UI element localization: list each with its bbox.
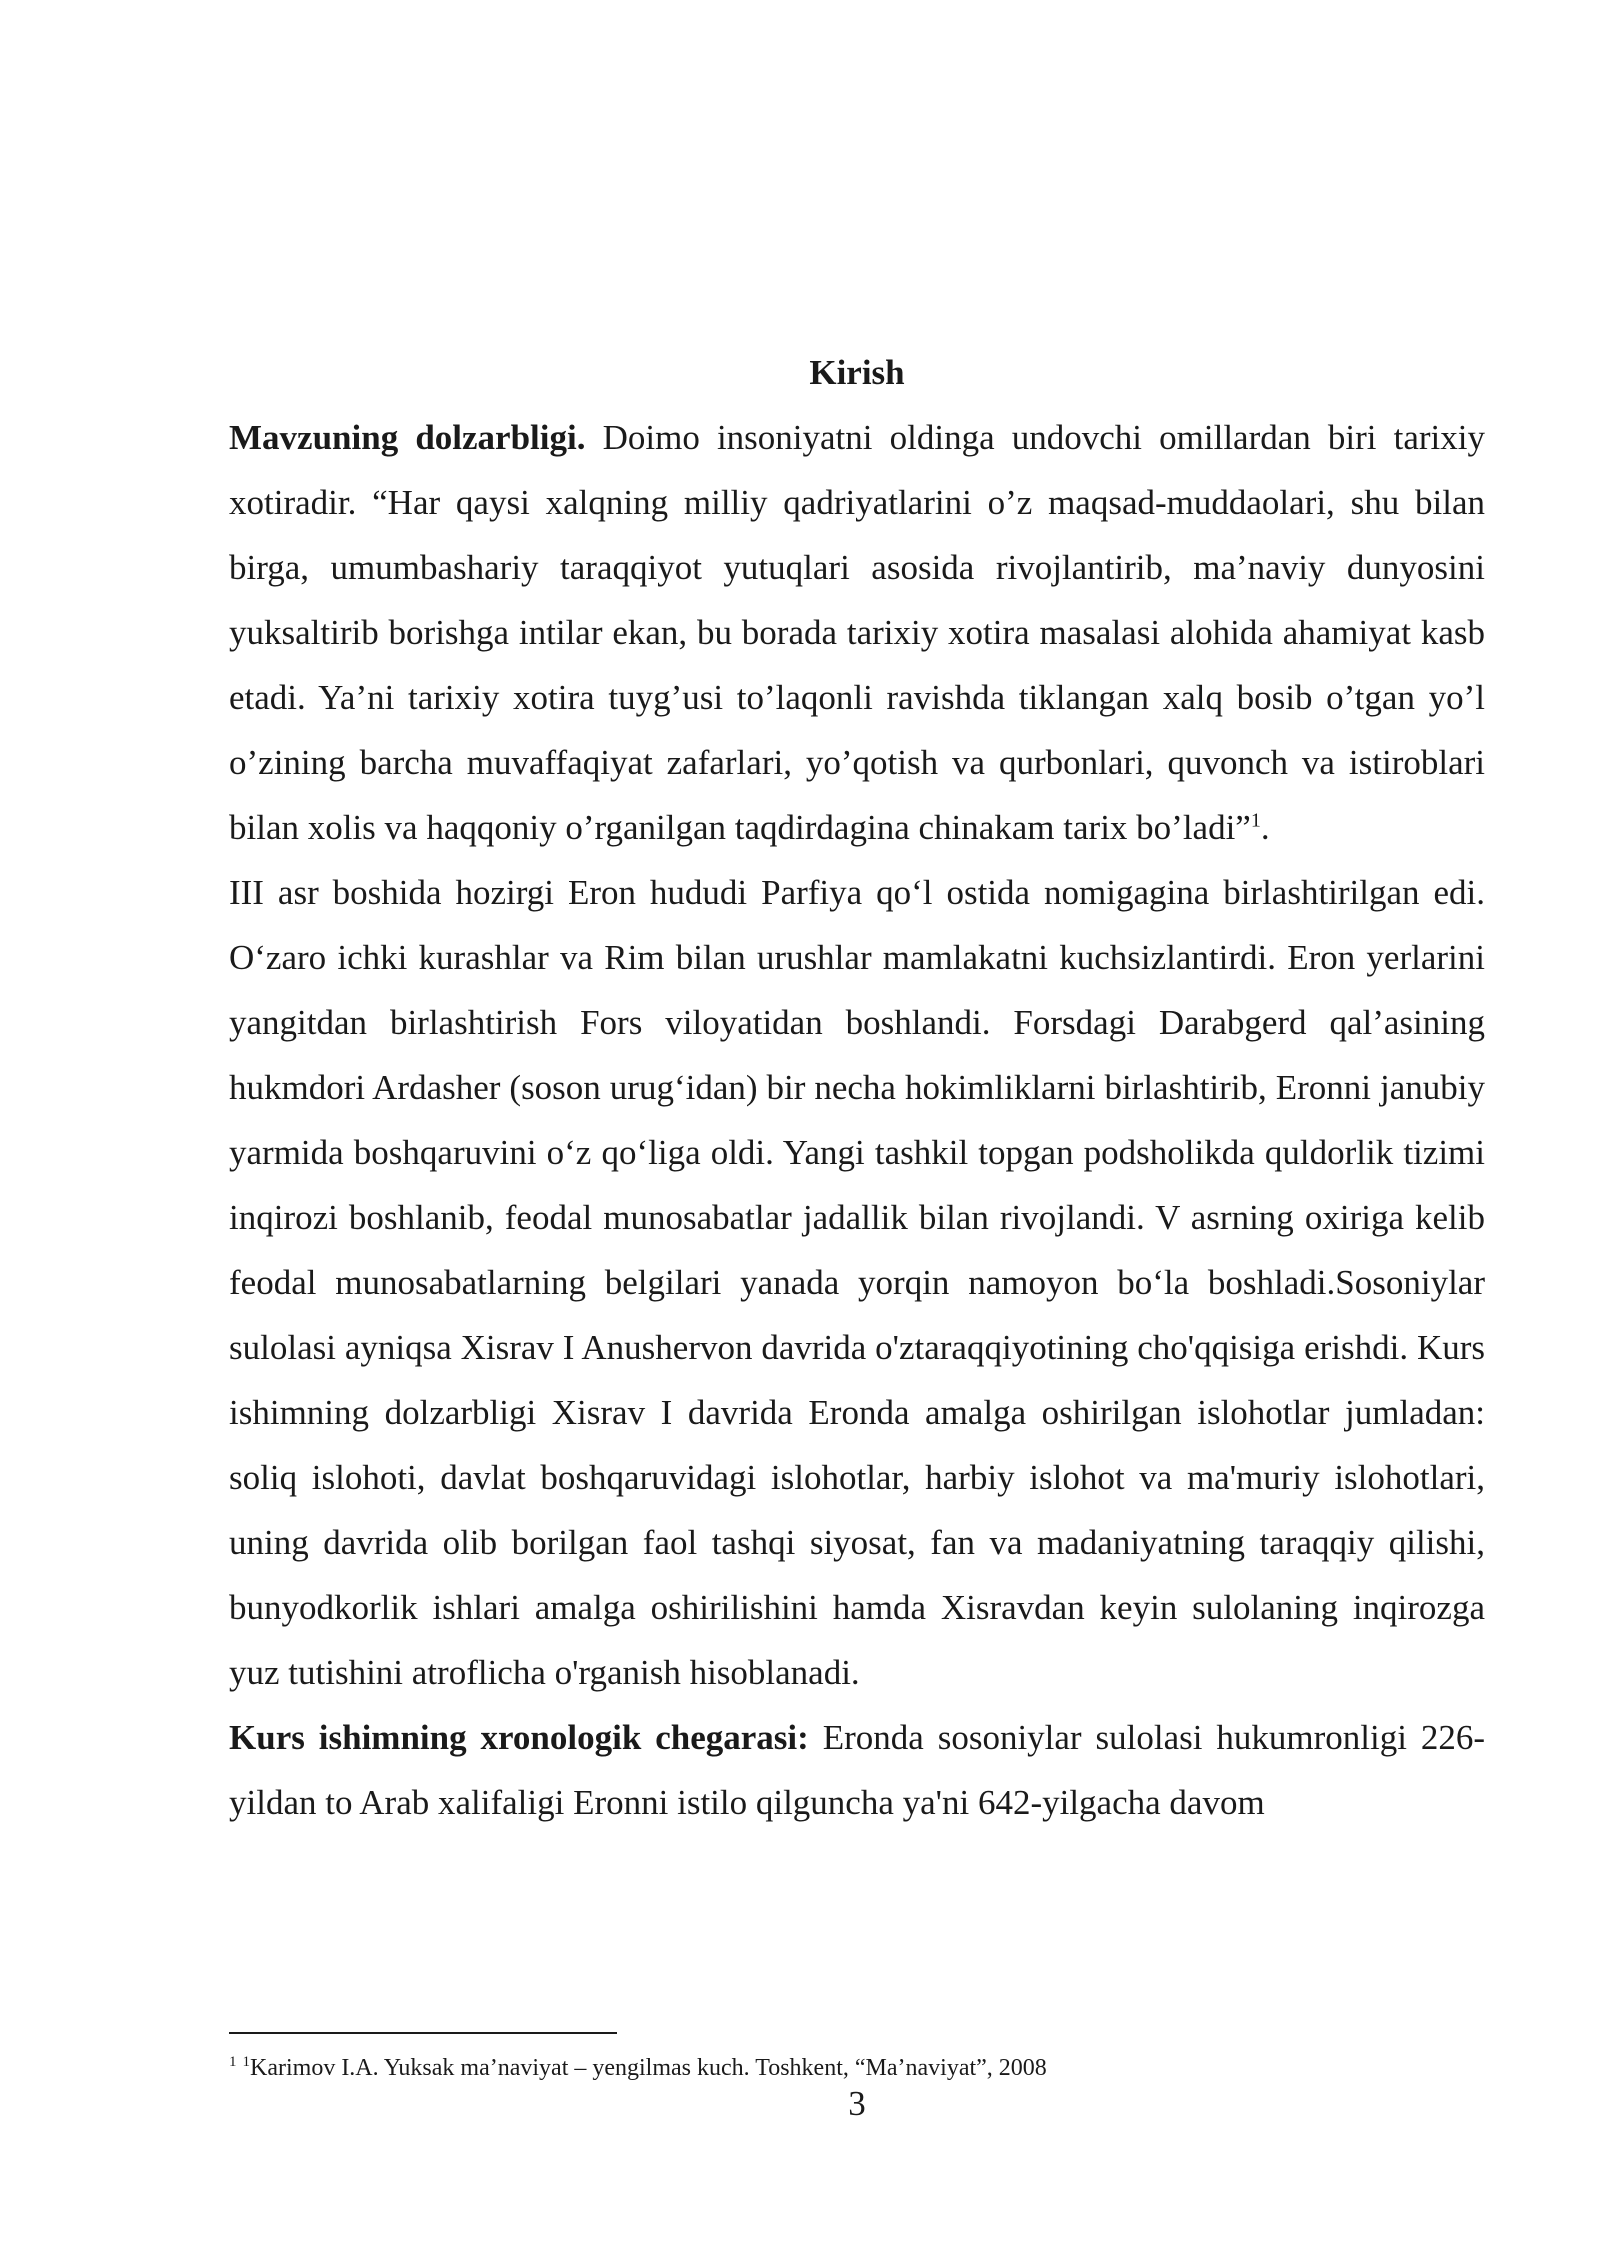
paragraph-body: III asr boshida hozirgi Eron hududi Parfiya qo‘l ostida nomigagina birlashtirilgan edi. O‘zaro ichki kurashlar va Rim bilan urushlar mamlakatni kuchsizlantirdi. Eron yerlarini yangitdan birlashtirish Fors viloyatidan boshlandi. Forsdagi Darabgerd qal’asining hukmdori Ardasher (soson urug‘idan) bir necha hokimliklarni birlashtirib, Eronni janubiy yarmida boshqaruvini o‘z qo‘liga oldi. Yangi tashkil topgan podsholikda quldorlik tizimi inqirozi boshlanib, feodal munosabatlar jadallik bilan rivojlandi. V asrning oxiriga kelib feodal munosabatlarning belgilari yanada yorqin namoyon bo‘la boshladi.Sosoniylar sulolasi ayniqsa Xisrav I Anushervon davrida o'ztaraqqiyotining cho'qqisiga erishdi. Kurs ishimning dolzarbligi Xisrav I davrida Eronda amalga oshirilgan islohotlar jumladan: soliq islohoti, davlat boshqaruvidagi islohotlar, harbiy islohot va ma'muriy islohotlari, uning davrida olib borilgan faol tashqi siyosat, fan va madaniyatning taraqqiy qilishi, bunyodkorlik ishlari amalga oshirilishini hamda Xisravdan keyin sulolaning inqirozga yuz tutishini atroflicha o'rganish hisoblanadi. bbox=[229, 873, 1485, 1692]
footnote-inner-number: 1 bbox=[242, 2054, 250, 2070]
paragraph-relevance bbox=[229, 405, 1485, 860]
main-text bbox=[229, 340, 1485, 1835]
footnote-number: 1 bbox=[229, 2054, 237, 2070]
paragraph-body: Doimo insoniyatni oldinga undovchi omillardan biri tarixiy xotiradir. “Har qaysi xalqning milliy qadriyatlarini o’z maqsad-muddaolari, shu bilan birga, umumbashariy taraqqiyot yutuqlari asosida rivojlantirib, ma’naviy dunyosini yuksaltirib borishga intilar ekan, bu borada tarixiy xotira masalasi alohida ahamiyat kasb etadi. Ya’ni tarixiy xotira tuyg’usi to’laqonli ravishda tiklangan xalq bosib o’tgan yo’l o’zining barcha muvaffaqiyat zafarlari, yo’qotish va qurbonlari, quvonch va istiroblari bilan xolis va haqqoniy o’rganilgan taqdirdagina chinakam tarix bo’ladi” bbox=[229, 418, 1485, 847]
paragraph-body: Eronda sosoniylar sulolasi hukumronligi 226-yildan to Arab xalifaligi Eronni istilo qilguncha ya'ni 642-yilgacha davom bbox=[229, 1718, 1485, 1822]
page-title: Kirish bbox=[809, 353, 905, 392]
paragraph-tail: . bbox=[1260, 808, 1270, 847]
footnote-reference[interactable]: 1 bbox=[1250, 809, 1261, 832]
paragraph-lead: Mavzuning dolzarbligi. bbox=[229, 418, 586, 457]
paragraph-lead: Kurs ishimning xronologik chegarasi: bbox=[229, 1718, 809, 1757]
paragraph-chronology bbox=[229, 1705, 1485, 1835]
paragraph-history bbox=[229, 860, 1485, 1705]
footnote bbox=[229, 2050, 1485, 2086]
footnote-text: Karimov I.A. Yuksak ma’naviyat – yengilmas kuch. Toshkent, “Ma’naviyat”, 2008 bbox=[250, 2055, 1047, 2081]
footnote-divider bbox=[229, 2032, 617, 2034]
page-number: 3 bbox=[848, 2084, 866, 2123]
